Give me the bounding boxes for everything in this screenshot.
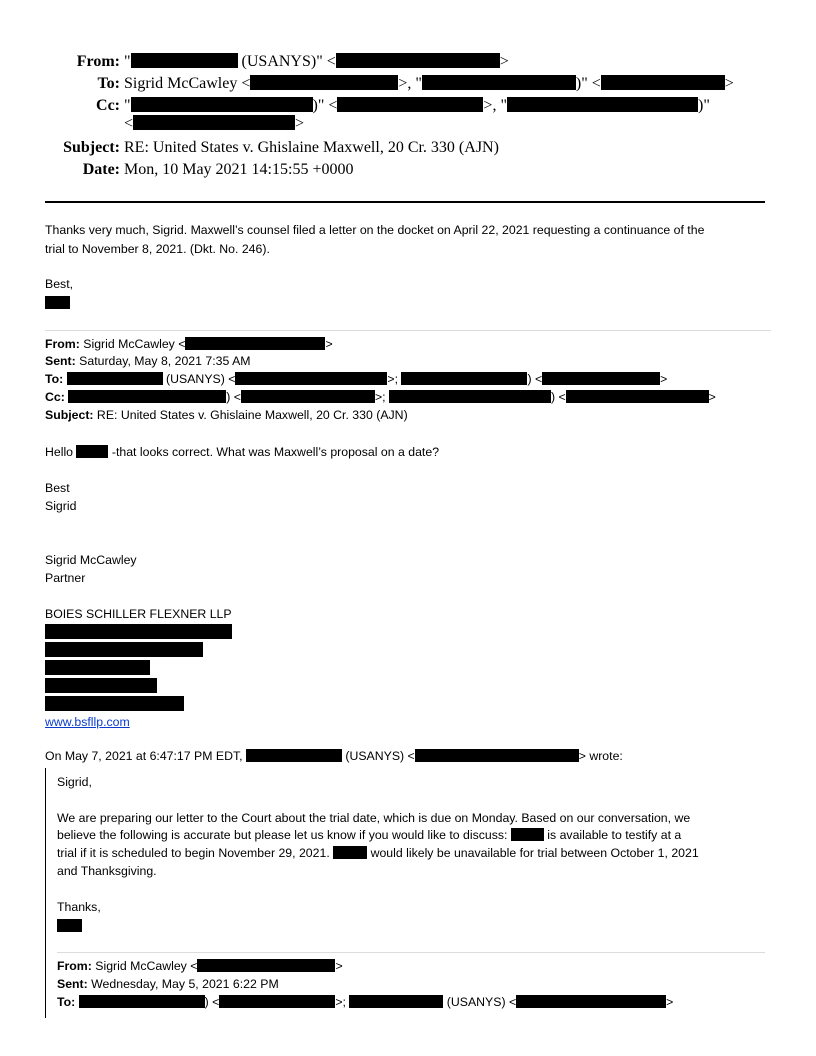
forward-to-text: >;	[335, 995, 350, 1009]
website-link[interactable]: www.bsfllp.com	[45, 715, 130, 729]
redaction	[241, 390, 375, 403]
quoted-greeting: Sigrid,	[57, 775, 92, 789]
redaction	[235, 372, 387, 385]
header-date-value: Mon, 10 May 2021 14:15:55 +0000	[124, 161, 354, 178]
header-subject-row	[0, 138, 760, 158]
header-subject-label: Subject:	[63, 139, 120, 156]
signature-firm: BOIES SCHILLER FLEXNER LLP	[45, 607, 232, 621]
message-body-line: Thanks very much, Sigrid. Maxwell’s counsel filed a letter on the docket on April 22, 2021 requesting a continuance of the	[45, 223, 705, 237]
message-closing: Best	[45, 481, 70, 495]
redaction	[422, 75, 576, 90]
forward-cc-text: >	[708, 390, 716, 404]
header-to-text: >, "	[398, 75, 422, 92]
redaction	[246, 749, 342, 762]
header-cc-label: Cc:	[96, 97, 120, 114]
header-cc-value-cont	[124, 114, 304, 134]
forward-to-row	[45, 370, 667, 388]
header-to-value	[124, 74, 734, 94]
message-body-line: and Thanksgiving.	[57, 864, 157, 878]
forward-from-text: >	[335, 959, 343, 973]
redacted-address	[45, 678, 157, 696]
forward-subject-label: Subject:	[45, 408, 94, 422]
header-from-text: >	[499, 53, 509, 70]
redaction	[337, 97, 483, 112]
header-cc-text: <	[124, 115, 134, 132]
message-divider	[57, 952, 765, 953]
redaction	[45, 696, 184, 711]
redaction	[67, 372, 163, 385]
forward-sent-label: Sent:	[57, 977, 88, 991]
forward-to-text: >	[660, 372, 668, 386]
message-text: believe the following is accurate but please let us know if you would like to discuss:	[57, 828, 511, 842]
redaction	[45, 624, 232, 639]
header-cc-text: )"	[697, 97, 710, 114]
redaction	[131, 53, 238, 68]
message-body-line: trial to November 8, 2021. (Dkt. No. 246).	[45, 242, 270, 256]
forward-from-label: From:	[45, 337, 80, 351]
redaction	[45, 642, 203, 657]
redaction	[511, 828, 544, 841]
message-text: would likely be unavailable for trial between October 1, 2021	[367, 846, 699, 860]
message-closing: Thanks,	[57, 900, 101, 914]
header-date-row	[0, 160, 760, 180]
forward-cc-text: ) <	[226, 390, 241, 404]
redaction	[415, 749, 579, 762]
message-text: is available to testify at a	[543, 828, 682, 842]
header-from-value	[124, 52, 509, 72]
redacted-address	[45, 696, 184, 714]
forward-to-text: >	[666, 995, 674, 1009]
redaction	[507, 97, 698, 112]
redaction	[601, 75, 725, 90]
forward-from-text: Sigrid McCawley <	[79, 337, 186, 351]
redaction	[185, 337, 325, 350]
quoted-intro-text: On May 7, 2021 at 6:47:17 PM EDT,	[45, 749, 246, 763]
forward-from-text: >	[325, 337, 333, 351]
message-text: Hello	[45, 445, 77, 459]
forward-sent-value: Saturday, May 8, 2021 7:35 AM	[75, 354, 251, 368]
header-divider	[45, 201, 765, 203]
quoted-intro	[45, 747, 623, 765]
message-body-line	[57, 826, 681, 844]
forward-from-row	[57, 957, 343, 975]
header-cc-row	[0, 96, 760, 116]
forward-sent-row	[45, 352, 251, 370]
forward-to-label: To:	[45, 372, 64, 386]
quote-bar	[45, 768, 46, 1018]
redaction	[389, 390, 551, 403]
forward-sent-value: Wednesday, May 5, 2021 6:22 PM	[87, 977, 279, 991]
redaction	[197, 959, 335, 972]
redacted-signature	[57, 917, 82, 935]
message-body-line	[45, 443, 439, 461]
redaction	[68, 390, 226, 403]
forward-to-text: ) <	[527, 372, 543, 386]
forward-from-text: Sigrid McCawley <	[91, 959, 198, 973]
header-to-text: Sigrid McCawley <	[124, 75, 251, 92]
header-subject-value: RE: United States v. Ghislaine Maxwell, 20 Cr. 330 (AJN)	[124, 139, 499, 156]
signature-first-name: Sigrid	[45, 499, 77, 513]
email-header	[0, 52, 780, 192]
redaction	[131, 97, 313, 112]
signature-title: Partner	[45, 571, 86, 585]
header-from-label: From:	[76, 53, 120, 70]
message-closing: Best,	[45, 277, 74, 291]
redacted-signature	[45, 294, 70, 312]
message-text: trial if it is scheduled to begin November 29, 2021.	[57, 846, 334, 860]
redacted-address	[45, 624, 232, 642]
forward-cc-text: ) <	[550, 390, 566, 404]
redaction	[45, 660, 150, 675]
message-body-line	[57, 844, 699, 862]
header-cc-text: )" <	[312, 97, 338, 114]
message-text: -that looks correct. What was Maxwell’s proposal on a date?	[108, 445, 440, 459]
forward-to-text: ) <	[204, 995, 220, 1009]
header-from-text: "	[124, 53, 131, 70]
redaction	[79, 995, 205, 1008]
redaction	[516, 995, 666, 1008]
message-body-line: We are preparing our letter to the Court about the trial date, which is due on Monday. Based on our conversation, we	[57, 811, 691, 825]
forward-cc-label: Cc:	[45, 390, 65, 404]
header-cc-value	[124, 96, 710, 116]
header-date-label: Date:	[82, 161, 120, 178]
message-divider	[45, 330, 771, 331]
redaction	[133, 115, 295, 130]
header-to-label: To:	[97, 75, 120, 92]
header-to-text: )" <	[575, 75, 601, 92]
redaction	[401, 372, 527, 385]
redaction	[45, 678, 157, 693]
forward-cc-text: >;	[374, 390, 389, 404]
redaction	[57, 919, 82, 932]
forward-subject-row	[45, 406, 408, 424]
redaction	[76, 445, 108, 458]
redaction	[542, 372, 660, 385]
forward-from-row	[45, 335, 333, 353]
redacted-address	[45, 660, 150, 678]
signature-name: Sigrid McCawley	[45, 553, 137, 567]
redaction	[45, 296, 70, 309]
forward-subject-value: RE: United States v. Ghislaine Maxwell, 20 Cr. 330 (AJN)	[93, 408, 408, 422]
header-cc-row-cont	[0, 114, 760, 134]
header-to-text: >	[724, 75, 734, 92]
forward-to-text: >;	[387, 372, 402, 386]
redaction	[219, 995, 335, 1008]
forward-sent-row	[57, 975, 279, 993]
forward-to-row	[57, 993, 673, 1011]
header-cc-text: >	[295, 115, 305, 132]
quoted-intro-text: (USANYS) <	[341, 749, 415, 763]
signature-website-row	[45, 713, 130, 731]
redaction	[333, 846, 367, 859]
forward-to-text: (USANYS) <	[162, 372, 236, 386]
quoted-intro-text: > wrote:	[578, 749, 623, 763]
header-from-row	[0, 52, 760, 72]
redaction	[336, 53, 500, 68]
forward-cc-row	[45, 388, 716, 406]
forward-to-text: (USANYS) <	[443, 995, 517, 1009]
redaction	[349, 995, 443, 1008]
redacted-address	[45, 642, 203, 660]
redaction	[250, 75, 398, 90]
header-from-text: (USANYS)" <	[237, 53, 336, 70]
header-cc-text: >, "	[483, 97, 507, 114]
header-to-row	[0, 74, 760, 94]
header-cc-text: "	[124, 97, 131, 114]
forward-from-label: From:	[57, 959, 92, 973]
forward-to-label: To:	[57, 995, 76, 1009]
forward-sent-label: Sent:	[45, 354, 76, 368]
redaction	[566, 390, 709, 403]
